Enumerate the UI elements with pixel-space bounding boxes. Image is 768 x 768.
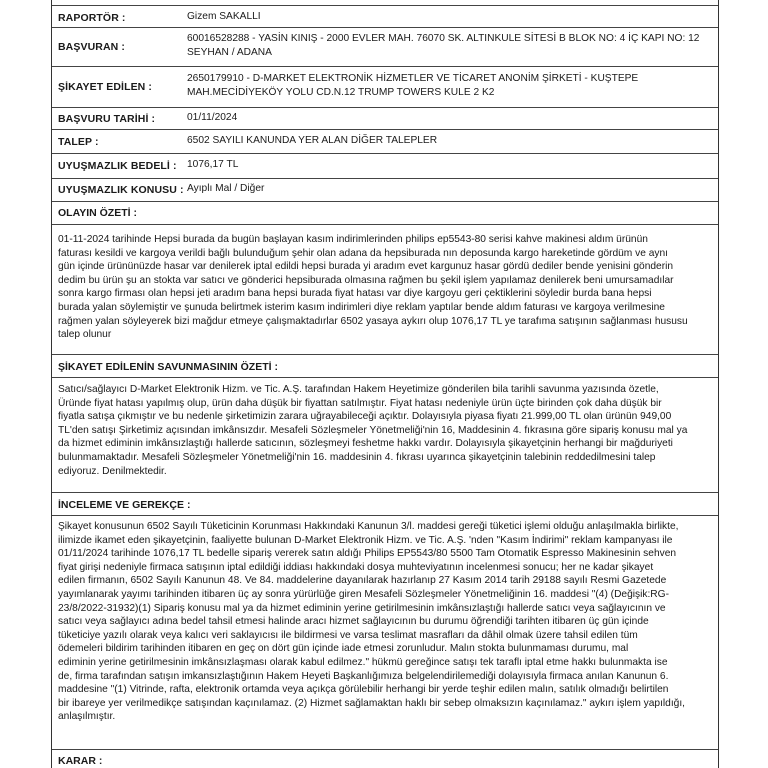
text-line: talep olunur bbox=[58, 329, 112, 341]
row-basvuran bbox=[52, 28, 718, 67]
section-body-inceleme bbox=[52, 516, 718, 750]
section-header-olayin-ozeti bbox=[52, 202, 718, 225]
paragraph-olayin-ozeti bbox=[58, 233, 708, 342]
value-basvuran bbox=[187, 32, 712, 60]
value-talep: 6502 SAYILI KANUNDA YER ALAN DİĞER TALEPLER bbox=[187, 135, 438, 146]
text-line: TL'den satışı Şirketimiz açısından imkânsızdır. Mesafeli Sözleşmeler Yönetmeliği'nin 16, Maddesinin 4. fıkrasına göre sipariş konusu mal ya bbox=[58, 424, 688, 436]
heading-karar: KARAR : bbox=[58, 755, 103, 767]
label-uyusmazlik-bedeli: UYUŞMAZLIK BEDELİ : bbox=[58, 160, 177, 172]
row-raportor bbox=[52, 5, 718, 28]
text-line: ödemeleri bildirim tarihinden itibaren en geç on dört gün içinde iade etmesi zorunludur. Malın stokta bulunmaması durumu, mal bbox=[58, 643, 629, 655]
basvuran-line-2: SEYHAN / ADANA bbox=[187, 47, 272, 58]
text-line: dedim bu ürün şu an stokta var satıcı ve gönderici hepsiburada olmasına rağmen bu şekil işlem yapılamaz denilerek beni umursamadılar bbox=[58, 274, 674, 286]
text-line: tüketiciye yazılı olarak veya kalıcı veri saklayıcısı ile bildirmesi ve varsa teslimat masrafları da dâhil olmak üzere tahsil edilen tüm bbox=[58, 629, 638, 641]
text-line: de, firma tarafından satışın imkansızlaştığının Hakem Heyeti Başkanlığımıza belgelendirilemediği dolayısıyla firmaca anılan Kanunun 6. bbox=[58, 670, 669, 682]
text-line: Satıcı/sağlayıcı D-Market Elektronik Hizm. ve Tic. A.Ş. tarafından Hakem Heyetimize gönderilen bila tarihli savunma yazısında özetle, bbox=[58, 384, 659, 395]
row-talep bbox=[52, 130, 718, 154]
label-uyusmazlik-konusu: UYUŞMAZLIK KONUSU : bbox=[58, 184, 184, 196]
text-line: 01-11-2024 tarihinde Hepsi burada da bugün başlayan kasım indirimlerinden philips ep5543-80 serisi kahve makinesi aldım ürünün bbox=[58, 234, 648, 245]
decision-document bbox=[51, 0, 719, 768]
text-line: fiyatla satışa çıkmıştır ve bu nedenle şirketimizin zarara uğrayabileceği açıktır. Dolayısıyla piyasa fiyatı 21.999,00 TL olan ürünün 949,00 bbox=[58, 411, 672, 423]
text-line: gün içinde ürününüzde hasar var denilerek iptal edildi hepsi burada yi aradım evet kargunuz hasar gördü dediler bende yenisini gönderin bbox=[58, 261, 674, 273]
value-raportor: Gizem SAKALLI bbox=[187, 11, 261, 22]
paragraph-savunma bbox=[58, 383, 708, 478]
section-header-karar bbox=[52, 751, 718, 768]
row-sikayet-edilen bbox=[52, 67, 718, 108]
text-line: fiyat girişi nedeniyle firmaca satışının iptal edildiği iddiası hakkındaki dosya muhteviyatının incelenmesi sonucu; her ne kadar şikayet bbox=[58, 561, 654, 573]
text-line: yayımlanarak yayımı tarihinden itibaren üç ay sonra yürürlüğe giren Mesafeli Sözleşmeler Yönetmeliğinin 16. maddesi "(4) (Değişik:RG- bbox=[58, 588, 669, 600]
text-line: bulunmamaktadır. Mesafeli Sözleşmeler Yönetmeliği'nin 16. maddesinin 4. fıkrası uyarınca şikayetçinin talebinin reddedilmesini talep bbox=[58, 451, 656, 463]
label-raportor: RAPORTÖR : bbox=[58, 12, 126, 24]
text-line: bir ibareye yer verilmedikçe satışından kaçınılamaz. (2) Hizmet sağlamaktan haklı bir sebep olmaksızın kaçınılamaz." aykırı işlem yapıldığı, bbox=[58, 697, 685, 709]
heading-inceleme: İNCELEME VE GEREKÇE : bbox=[58, 499, 191, 511]
text-line: edilen firmanın, 6502 Sayılı Kanunun 48. Ve 84. maddelerine dayanılarak hazırlanıp 27 Kasım 2014 tarih 29188 sayılı Resmi Gazetede bbox=[58, 575, 667, 587]
text-line: ediminin yerine getirilmesinin imkânsızlaşması olarak kabul edilmez." hükmü gereğince satışı tek taraflı iptal etme hakkı bulunmakta ise bbox=[58, 656, 668, 668]
basvuran-line-1: 60016528288 - YASİN KINIŞ - 2000 EVLER MAH. 76070 SK. ALTINKULE SİTESİ B BLOK NO: 4 İÇ KAPI NO: 12 bbox=[187, 33, 700, 44]
label-basvuran: BAŞVURAN : bbox=[58, 41, 125, 53]
text-line: satıcı veya sağlayıcı adına bedel tahsil etmesi halinde aracı hizmet sağlayıcının bu durumu öğrendiği tarihten itibaren üç gün içinde bbox=[58, 616, 649, 628]
label-basvuru-tarihi: BAŞVURU TARİHİ : bbox=[58, 113, 156, 125]
section-body-savunma bbox=[52, 378, 718, 489]
row-basvuru-tarihi bbox=[52, 108, 718, 130]
value-basvuru-tarihi: 01/11/2024 bbox=[187, 112, 238, 123]
section-header-inceleme bbox=[52, 492, 718, 516]
heading-olayin-ozeti: OLAYIN ÖZETİ : bbox=[58, 207, 137, 219]
label-talep: TALEP : bbox=[58, 136, 99, 148]
value-uyusmazlik-konusu: Ayıplı Mal / Diğer bbox=[187, 183, 265, 194]
text-line: anlaşılmıştır. bbox=[58, 711, 116, 723]
paragraph-inceleme bbox=[58, 520, 708, 724]
section-body-olayin-ozeti bbox=[52, 225, 718, 353]
label-sikayet-edilen: ŞİKAYET EDİLEN : bbox=[58, 81, 152, 93]
value-sikayet-edilen bbox=[187, 72, 712, 100]
row-uyusmazlik-bedeli bbox=[52, 154, 718, 179]
text-line: maddesine "(1) Vitrinde, rafta, elektronik ortamda veya açıkça görülebilir herhangi bir yerde teşhir edilen malın, satılık olmadığı belirtilen bbox=[58, 684, 669, 696]
text-line: ilimizde ikamet eden şikayetçinin, faaliyette bulunan D-Market Elektronik Hizm. ve Tic. A.Ş. 'nden "Kasım İndirimi" reklam kampanyası ile bbox=[58, 534, 673, 546]
text-line: da hizmet ediminin imkânsızlaştığı hallerde satıcının, sözleşmeyi feshetme hakkı vardır. Dolayısıyla şikayetçinin herhangi bir mağduriyeti bbox=[58, 438, 673, 450]
text-line: Şikayet konusunun 6502 Sayılı Tüketicinin Korunması Hakkındaki Kanunun 3/l. maddesi gereği tüketici işlemi olduğu anlaşılmakla birlikte, bbox=[58, 521, 679, 532]
text-line: faturası kesildi ve kargoya verildi bağlı bulunduğum şehir olan adana da hepsiburada nın deposunda kargo hareketinde gördüm ve aynı bbox=[58, 247, 668, 259]
text-line: rağmen yalan söyleyerek bizi mağdur etmeye çalışmaktadırlar 6502 yasaya aykırı olup 1076,17 TL ye tarafıma satışının sağlanması hususu bbox=[58, 315, 688, 327]
sikayet-edilen-line-1: 2650179910 - D-MARKET ELEKTRONİK HİZMETLER VE TİCARET ANONİM ŞİRKETİ - KUŞTEPE bbox=[187, 73, 639, 84]
text-line: ediyoruz. Denilmektedir. bbox=[58, 465, 167, 477]
text-line: 23/8/2022-31932)(1) Sipariş konusu mal ya da hizmet ediminin yerine getirilmesinin imkânsızlaştığı hallerde satıcı veya sağlayıcının ve bbox=[58, 602, 666, 614]
sikayet-edilen-line-2: MAH.MECİDİYEKÖY YOLU CD.N.12 TRUMP TOWERS KULE 2 K2 bbox=[187, 87, 495, 98]
heading-savunma: ŞİKAYET EDİLENİN SAVUNMASININ ÖZETİ : bbox=[58, 361, 278, 373]
row-uyusmazlik-konusu bbox=[52, 179, 718, 202]
text-line: Üründe fiyat hatası yapılmış olup, ürün daha düşük bir fiyattan satılmıştır. Fiyat hatası nedeniyle ürün üçte birinden çok daha düşük bir bbox=[58, 397, 662, 409]
section-header-savunma bbox=[52, 354, 718, 378]
text-line: sonra kargo firması olan hepsi jeti aradım bana hepsi burada fiyat hatası var diye kargoyu geri çektiklerini söyledir burda bana hepsi bbox=[58, 288, 652, 300]
value-uyusmazlik-bedeli: 1076,17 TL bbox=[187, 159, 239, 170]
text-line: burada yalan söylemiştir ve şunuda belirtmek isterim kasım indirimleri diye reklam yaptılar bende aldım faturası ve kargoya verilmesine bbox=[58, 301, 665, 313]
text-line: 01/11/2024 tarihinde 1076,17 TL bedelle sipariş vererek satın aldığı Philips EP5543/80 5500 Tam Otomatik Espresso Makinesinin sehven bbox=[58, 548, 677, 560]
